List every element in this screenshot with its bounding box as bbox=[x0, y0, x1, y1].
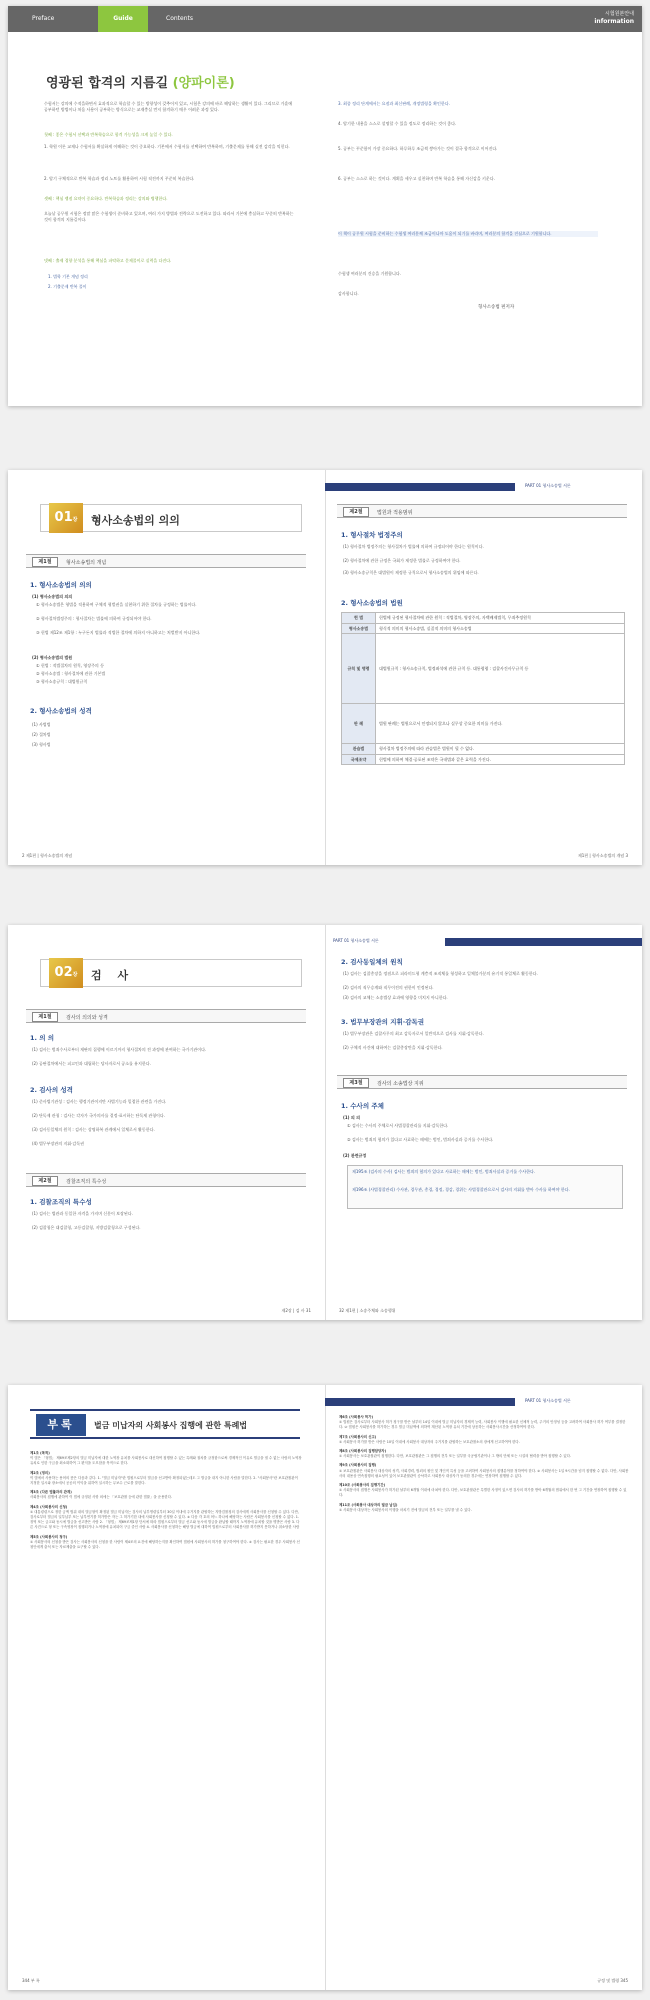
list-item: (2) 관련규정 bbox=[343, 1153, 367, 1158]
preface-right-para-2: 4. 암기한 내용을 스스로 설명할 수 있을 정도로 정리하는 것이 좋다. bbox=[338, 121, 457, 126]
heading: 2. 형사소송법의 성격 bbox=[30, 707, 92, 715]
statute-text: 제196조 (사법경찰관리) 수사관, 경무관, 총경, 경정, 경감, 경위는 사법경찰관으로서 검사의 지휘를 받아 수사를 하여야 한다. bbox=[352, 1187, 570, 1192]
chapter-number: 01 bbox=[54, 510, 73, 525]
section-title: 법원과 적용범위 bbox=[377, 510, 413, 516]
preface-right-para-6: 수험생 여러분의 건승을 기원합니다. bbox=[338, 271, 402, 276]
nav-guide-active[interactable]: Guide bbox=[98, 6, 148, 32]
list-item: (2) 검사의 직무승계와 직무이전의 권한이 인정된다. bbox=[343, 985, 434, 990]
page-footer: 32 제1편 | 소송주체와 소송행위 bbox=[339, 1308, 396, 1313]
appendix-articles-left bbox=[30, 1451, 302, 1961]
table-row bbox=[342, 754, 625, 765]
article-title: 제5조 (사회봉사의 청구) bbox=[30, 1534, 68, 1539]
table-header-cell: 관습법 bbox=[342, 744, 376, 755]
article-body: ① 사회봉사는 보호관찰관이 집행한다. 다만, 보호관찰관은 그 집행의 전부 또는 일부를 국공립기관이나 그 밖의 단체 또는 시설의 협력을 받아 집행할 수 있다. bbox=[339, 1454, 571, 1459]
preface-para-8: 1. 법학 기본 개념 정리 bbox=[48, 274, 88, 279]
article bbox=[30, 1471, 302, 1487]
article bbox=[30, 1490, 302, 1500]
appendix-badge: 부록 bbox=[36, 1414, 86, 1436]
list-item: ③ 헌법 제12조 제1항 : 누구든지 법률과 적법한 절차에 의하지 아니하고는 처벌받지 아니한다. bbox=[36, 630, 201, 635]
table-row bbox=[342, 623, 625, 634]
appendix-header bbox=[30, 1409, 300, 1439]
list-item: (3) 검사의 교체는 소송법상 효과에 영향을 미치지 아니한다. bbox=[343, 995, 448, 1000]
list-item: ② 형사절차법정주의 : 형사절차는 법률에 의하여 규정되어야 한다. bbox=[36, 616, 152, 621]
appendix-articles-right bbox=[339, 1415, 629, 1961]
preface-closing: 감사합니다. bbox=[338, 291, 359, 296]
heading: 2. 형사소송법의 법원 bbox=[341, 599, 403, 607]
list-item: (1) 준사법기관성 : 검사는 행정기관이지만 사법기능과 밀접한 관련을 가진다. bbox=[32, 1099, 167, 1104]
table-cell: 대법원규칙 : 형사소송규칙, 법정좌석에 관한 규칙 등. 대통령령 : 검찰사건사무규칙 등 bbox=[376, 634, 625, 704]
table-row bbox=[342, 704, 625, 744]
list-item: (1) 사법법 bbox=[32, 722, 51, 727]
preface-para-9: 2. 기출문제 반복 풀이 bbox=[48, 284, 87, 289]
section-title: 검사의 의의와 성격 bbox=[66, 1015, 108, 1021]
preface-para-5: 셋째 : 핵심 쟁점 요약이 중요하다. 반복학습과 정리는 강의와 병행한다. bbox=[44, 196, 168, 201]
article bbox=[30, 1535, 302, 1551]
table-header-cell: 국제조약 bbox=[342, 754, 376, 765]
preface-para-6: 오늘날 공무원 시험은 정말 많은 수험생이 준비하고 있으며, 여러 가지 방법과 전략으로 도전하고 있다. 따라서 기본에 충실하고 꾸준히 반복하는 것이 합격의 지름길이다. bbox=[44, 211, 294, 223]
nav-preface[interactable]: Preface bbox=[32, 15, 55, 22]
legal-sources-table bbox=[341, 612, 625, 765]
preface-right-para-5: 이 책이 공무원 시험을 준비하는 수험생 여러분께 조금이나마 도움이 되기를 바라며, 여러분의 합격을 진심으로 기원합니다. bbox=[338, 231, 598, 237]
preface-title-main: 영광된 합격의 지름길 bbox=[46, 76, 169, 91]
article-title: 제10조 (사회봉사의 집행기간) bbox=[339, 1483, 386, 1488]
table-header-cell: 판 례 bbox=[342, 704, 376, 744]
section-title: 검찰조직의 특수성 bbox=[66, 1179, 107, 1185]
section-header bbox=[26, 554, 306, 568]
running-head-bar bbox=[325, 1398, 515, 1406]
article-body: ① 사회봉사 허가를 받은 사람은 10일 이내에 사회봉사 대상자의 주거지를 관할하는 보호관찰소의 장에게 신고하여야 한다. bbox=[339, 1439, 520, 1444]
section-tag: 제3절 bbox=[343, 1078, 369, 1088]
article bbox=[339, 1435, 629, 1445]
list-item: (1) 검사는 법관과 동일한 자격을 가지며 신분이 보장된다. bbox=[32, 1211, 133, 1216]
article-title: 제3조 (다른 법률과의 관계) bbox=[30, 1490, 72, 1495]
spread-preface bbox=[8, 6, 642, 406]
preface-title-accent: (양파이론) bbox=[172, 76, 235, 91]
list-item: ① 형사소송법은 형법을 적용하여 구체적 형벌권을 실현하기 위한 절차를 규정하는 법률이다. bbox=[36, 602, 197, 607]
article-body: 사회봉사의 집행에 관하여 이 법에 규정된 사항 외에는 「보호관찰 등에 관한 법률」을 준용한다. bbox=[30, 1495, 172, 1500]
article-body: ① 사회봉사의 집행은 사회봉사가 허가된 날부터 6개월 이내에 마쳐야 한다. 다만, 보호관찰관은 특별한 사정이 있으면 검사의 허가를 받아 6개월의 범위에서 한 번 그 기간을 연장하여 집행할 수 있다. bbox=[339, 1488, 627, 1498]
list-item: (1) 형사절차 법정주의는 형사절차가 법률에 의하여 규정되어야 한다는 원칙이다. bbox=[343, 544, 484, 549]
table-cell: 법원 판례는 법원으로서 인정되지 않으나 실무상 중요한 의미를 가진다. bbox=[376, 704, 625, 744]
table-cell: 헌법에 규정된 형사절차에 관한 원칙 : 적법절차, 영장주의, 자백배제법칙, 무죄추정원칙 bbox=[376, 613, 625, 624]
running-head: PART 01 형사소송법 서론 bbox=[333, 938, 379, 943]
heading: 1. 형사절차 법정주의 bbox=[341, 531, 403, 539]
preface-right-para-1: 3. 최종 정리 단계에서는 요점과 최신판례, 개정법령을 확인한다. bbox=[338, 101, 450, 106]
list-item: (1) 검사는 검찰총장을 정점으로 피라미드형 계층적 조직체를 형성하고 일체불가분의 유기적 통일체로 활동한다. bbox=[343, 971, 538, 976]
preface-para-7: 넷째 : 출제 경향 분석을 통해 핵심을 파악하고 문제풀이로 실력을 다진다. bbox=[44, 258, 172, 263]
list-item: (2) 형사절차에 관한 규정은 국회가 제정한 법률로 규정하여야 한다. bbox=[343, 558, 461, 563]
page-3 bbox=[325, 470, 642, 865]
article-title: 제11조 (사회봉사 대상자의 벌금 납입) bbox=[339, 1502, 398, 1507]
page-31 bbox=[8, 925, 325, 1320]
heading: 2. 검사의 성격 bbox=[30, 1086, 73, 1094]
article-title: 제1조 (목적) bbox=[30, 1451, 50, 1455]
page-footer: 규정 및 법령 345 bbox=[597, 1978, 628, 1983]
table-header-cell: 헌 법 bbox=[342, 613, 376, 624]
list-item: ① 헌법 : 적법절차의 원칙, 영장주의 등 bbox=[36, 663, 104, 668]
list-item: (4) 법무부장관의 지휘·감독권 bbox=[32, 1141, 84, 1146]
chapter-title: 형사소송법의 의의 bbox=[91, 514, 180, 527]
section-tag: 제1절 bbox=[32, 1012, 58, 1022]
article-title: 제9조 (사회봉사의 집행) bbox=[339, 1463, 377, 1468]
article bbox=[30, 1451, 302, 1467]
article-body: ① 사회봉사의 신청을 받은 검사는 사회봉사의 신청을 한 사람이 제4조의 요건에 해당하는지를 확인하여 법원에 사회봉사의 허가를 청구하여야 한다. ② 검사는 필요한 경우 사회봉사 신청인에게 출석 또는 자료제출을 요구할 수 있다. bbox=[30, 1539, 300, 1550]
list-item: ② 형사소송법 : 형사절차에 관한 기본법 bbox=[36, 671, 106, 676]
article-body: ① 대통령령으로 정한 금액 범위 내의 벌금형이 확정된 벌금 미납자는 검사의 납부명령일부터 30일 이내에 주거지를 관할하는 지방검찰청의 검사에게 사회봉사를 신청할 수 있다. 다만, 검사로부터 벌금의 일부납부 또는 납부연기를 허가받은 자는 그 허가기한 내에 사회봉사를 신청할 수 있다. ② 다음 각 호의 어느 하나에 해당하는 사람은 사회봉사를 신청할 수 없다. 1. 징역 또는 금고와 동시에 벌금을 선고받은 사람 2. 「형법」 제69조제1항 단서에 따라 법원으로부터 벌금 선고와 동시에 벌금을 완납할 때까지 노역장에 유치할 것을 명받은 사람 3. 다른 사건으로 형 또는 구속영장이 집행되거나 노역장에 유치되어 구금 중인 사람 4. 사회봉사를 신청하는 해당 벌금에 대하여 법원으로부터 사회봉사를 허가받지 못하거나 취소당한 사람 bbox=[30, 1509, 300, 1530]
list-item: (3) 검사동일체의 원칙 : 검사는 상명하복 관계에서 일체로서 활동한다. bbox=[32, 1127, 155, 1132]
table-row bbox=[342, 744, 625, 755]
list-item: (2) 형사소송법의 법원 bbox=[32, 655, 73, 660]
list-item: (1) 형사소송법의 의의 bbox=[32, 594, 73, 599]
article-title: 제7조 (사회봉사의 신고) bbox=[339, 1434, 377, 1439]
list-item: (2) 단독제 관청 : 검사는 각자가 국가의사를 결정·표시하는 단독제 관청이다. bbox=[32, 1113, 166, 1118]
article bbox=[339, 1449, 629, 1459]
table-cell: 헌법에 의하여 체결·공포된 조약은 국내법과 같은 효력을 가진다. bbox=[376, 754, 625, 765]
list-item: (1) 의 의 bbox=[343, 1115, 360, 1120]
page-2 bbox=[8, 470, 325, 865]
page-footer: 제1편 | 형사소송법의 개념 3 bbox=[577, 853, 628, 858]
chapter-header bbox=[40, 959, 302, 987]
preface-title bbox=[46, 72, 235, 91]
section-title: 검사의 소송법상 지위 bbox=[377, 1081, 424, 1087]
article bbox=[339, 1463, 629, 1479]
chapter-suffix: 장 bbox=[72, 517, 78, 523]
preface-para-3: 1. 학원 이론 교재나 수험서를 확실하게 이해하는 것이 중요하다. 기본에서 수험서를 선택하여 반복하며, 기출문제를 통해 실전 감각을 익힌다. bbox=[44, 144, 290, 149]
chapter-header bbox=[40, 504, 302, 532]
article-body: ① 보호관찰관은 사회봉사 대상자의 성격, 사회경력, 범죄의 원인 및 개인적 특성 등을 고려하여 사회봉사의 집행분야를 정하여야 한다. ② 사회봉사는 1일 9시간을 넘겨 집행할 수 없다. 다만, 사회봉사의 내용상 연속집행의 필요성이 있어 보호관찰관이 승낙하고 사회봉사 대상자가 동의한 경우에는 연장하여 집행할 수 있다. bbox=[339, 1468, 629, 1478]
nav-contents[interactable]: Contents bbox=[166, 15, 193, 22]
list-item: (1) 검사는 범죄수사로부터 재판의 집행에 이르기까지 형사절차의 전 과정에 관여하는 국가기관이다. bbox=[32, 1047, 207, 1052]
article bbox=[339, 1415, 629, 1431]
table-row bbox=[342, 634, 625, 704]
chapter-number-badge bbox=[49, 958, 83, 988]
running-head-bar bbox=[325, 483, 515, 491]
nav-information-label: information bbox=[594, 18, 634, 25]
article bbox=[339, 1503, 629, 1513]
heading: 1. 의 의 bbox=[30, 1034, 55, 1042]
statute-box bbox=[347, 1165, 623, 1209]
heading: 1. 수사의 주체 bbox=[341, 1102, 384, 1110]
spread-chapter-2 bbox=[8, 925, 642, 1320]
article bbox=[339, 1483, 629, 1499]
heading: 2. 검사동일체의 원칙 bbox=[341, 958, 403, 966]
page-footer: 344 부 록 bbox=[22, 1978, 40, 1983]
chapter-number-badge bbox=[49, 503, 83, 533]
appendix-title: 벌금 미납자의 사회봉사 집행에 관한 특례법 bbox=[94, 1421, 248, 1430]
preface-para-2: 첫째 : 좋은 수험서 선택과 반복학습으로 합격 가능성을 크게 높일 수 있다. bbox=[44, 132, 173, 137]
preface-para-4: 2. 암기 구체적으로 반복 학습과 정리 노트를 활용하여 시험 직전까지 꾸준히 복습한다. bbox=[44, 176, 195, 181]
article-title: 제8조 (사회봉사의 집행담당자) bbox=[339, 1449, 387, 1454]
list-item: (2) 구체적 사건에 대하여는 검찰총장만을 지휘·감독한다. bbox=[343, 1045, 443, 1050]
article-body: ① 법원은 검사로부터 사회봉사 허가 청구를 받은 날부터 14일 이내에 벌금 미납자의 경제적 능력, 사회봉사 이행에 필요한 신체적 능력, 주거의 안정성 등을 고려하여 사회봉사 허가 여부를 결정한다. ② 법원은 사회봉사를 허가하는 경우 벌금 미납액에 의하여 계산된 노역장 유치 기간에 상응하는 사회봉사시간을 산정하여야 한다. bbox=[339, 1420, 626, 1430]
article-title: 제4조 (사회봉사의 신청) bbox=[30, 1504, 68, 1509]
spread-chapter-1 bbox=[8, 470, 642, 865]
section-tag: 제2절 bbox=[32, 1176, 58, 1186]
article-title: 제6조 (사회봉사 허가) bbox=[339, 1415, 374, 1419]
table-cell: 형사절차 법정주의에 따라 관습법은 법원이 될 수 없다. bbox=[376, 744, 625, 755]
page-footer: 2 제1편 | 형사소송법의 개념 bbox=[22, 853, 73, 858]
list-item: ③ 형사소송규칙 : 대법원규칙 bbox=[36, 679, 88, 684]
list-item: ② 검사는 범죄의 혐의가 있다고 사료하는 때에는 범인, 범죄사실과 증거를 수사한다. bbox=[347, 1137, 494, 1142]
article-body: ① 사회봉사 대상자는 사회봉사의 이행을 마치기 전에 벌금의 전부 또는 일부를 낼 수 있다. bbox=[339, 1507, 472, 1512]
section-header bbox=[337, 1075, 627, 1089]
spread-appendix bbox=[8, 1385, 642, 1990]
chapter-title: 검 사 bbox=[91, 969, 135, 982]
chapter-suffix: 장 bbox=[72, 972, 78, 978]
article-title: 제2조 (정의) bbox=[30, 1470, 50, 1475]
running-head: PART 01 형사소송법 서론 bbox=[525, 1398, 571, 1403]
list-item: (3) 형사소송규칙은 대법원이 제정한 규칙으로서 형사소송법의 위임에 따른다. bbox=[343, 570, 479, 575]
section-header bbox=[337, 504, 627, 518]
section-title: 형사소송법의 개념 bbox=[66, 560, 107, 566]
nav-information-korean: 시험원본안내 bbox=[605, 11, 634, 17]
preface-para-1: 수험서는 강의에 수적을하면서 효과적으로 학습할 수 있는 방향성이 갖추어져 있고, 시험은 강의에 바로 해당하는 생활이 있다. 그리므로 가훈에 공부하던 방법이나 처음 사용이 공부하는 방식으로는 교재충실 먼저 합격하기 매우 어려운 과정 있다. bbox=[44, 101, 293, 113]
heading: 3. 법무부장관의 지휘·감독권 bbox=[341, 1018, 425, 1026]
top-navigation-bar bbox=[8, 6, 642, 32]
list-item: (3) 형사법 bbox=[32, 742, 51, 747]
statute-text: 제195조 (검사의 수사) 검사는 범죄의 혐의가 있다고 사료하는 때에는 범인, 범죄사실과 증거를 수사한다. bbox=[352, 1169, 536, 1174]
heading: 1. 검찰조직의 특수성 bbox=[30, 1198, 92, 1206]
table-header-cell: 규칙 및 명령 bbox=[342, 634, 376, 704]
article-body: 이 법에서 사용하는 용어의 뜻은 다음과 같다. 1. "벌금 미납자"란 법원으로부터 벌금을 선고받아 확정되었는데도 그 벌금을 내지 아니한 사람을 말한다. 2. "사회봉사"란 보호관찰관이 지정한 일시와 장소에서 공공의 이익을 위하여 실시하는 무보수 근로를 말한다. bbox=[30, 1475, 298, 1486]
nav-information bbox=[594, 11, 634, 26]
article-body: 이 법은 「형법」 제69조제2항의 벌금 미납자에 대한 노역장 유치를 사회봉사로 대신하여 집행할 수 있는 특례와 절차를 규정함으로써 경제적인 이유로 벌금을 낼 수 없는 사람의 노역장 유치로 인한 구금을 최소화하여 그 편익을 도모함을 목적으로 한다. bbox=[30, 1456, 302, 1466]
table-cell: 형식적 의미의 형사소송법, 실질적 의미의 형사소송법 bbox=[376, 623, 625, 634]
chapter-number: 02 bbox=[54, 965, 73, 980]
list-item: (2) 검찰청은 대검찰청, 고등검찰청, 지방검찰청으로 구성된다. bbox=[32, 1225, 141, 1230]
heading: 1. 형사소송법의 의의 bbox=[30, 581, 92, 589]
running-head-bar bbox=[445, 938, 642, 946]
list-item: ① 검사는 수사의 주체로서 사법경찰관리를 지휘·감독한다. bbox=[347, 1123, 449, 1128]
preface-right-para-3: 5. 공부는 꾸준함이 가장 중요하다. 하루하루 조금씩 쌓아가는 것이 결국 합격으로 이어진다. bbox=[338, 146, 498, 151]
table-header-cell: 형사소송법 bbox=[342, 623, 376, 634]
section-header bbox=[26, 1009, 306, 1023]
table-row bbox=[342, 613, 625, 624]
page-32 bbox=[325, 925, 642, 1320]
preface-right-para-4: 6. 공부는 스스로 하는 것이다. 계획을 세우고 실천하며 반복 학습을 통해 자신감을 키운다. bbox=[338, 176, 495, 181]
section-tag: 제1절 bbox=[32, 557, 58, 567]
section-header bbox=[26, 1173, 306, 1187]
section-tag: 제2절 bbox=[343, 507, 369, 517]
running-head: PART 01 형사소송법 서론 bbox=[525, 483, 571, 488]
page-344 bbox=[8, 1385, 325, 1990]
article bbox=[30, 1505, 302, 1531]
list-item: (2) 공판절차에서는 피고인과 대립하는 당사자로서 공소를 유지한다. bbox=[32, 1061, 151, 1066]
list-item: (2) 절차법 bbox=[32, 732, 51, 737]
page-345 bbox=[325, 1385, 642, 1990]
preface-signature: 형사소송법 편저자 bbox=[478, 305, 515, 310]
page-footer: 제2장 | 검 사 31 bbox=[281, 1308, 311, 1313]
list-item: (1) 법무부장관은 검찰사무의 최고 감독자로서 일반적으로 검사를 지휘·감독한다. bbox=[343, 1031, 484, 1036]
